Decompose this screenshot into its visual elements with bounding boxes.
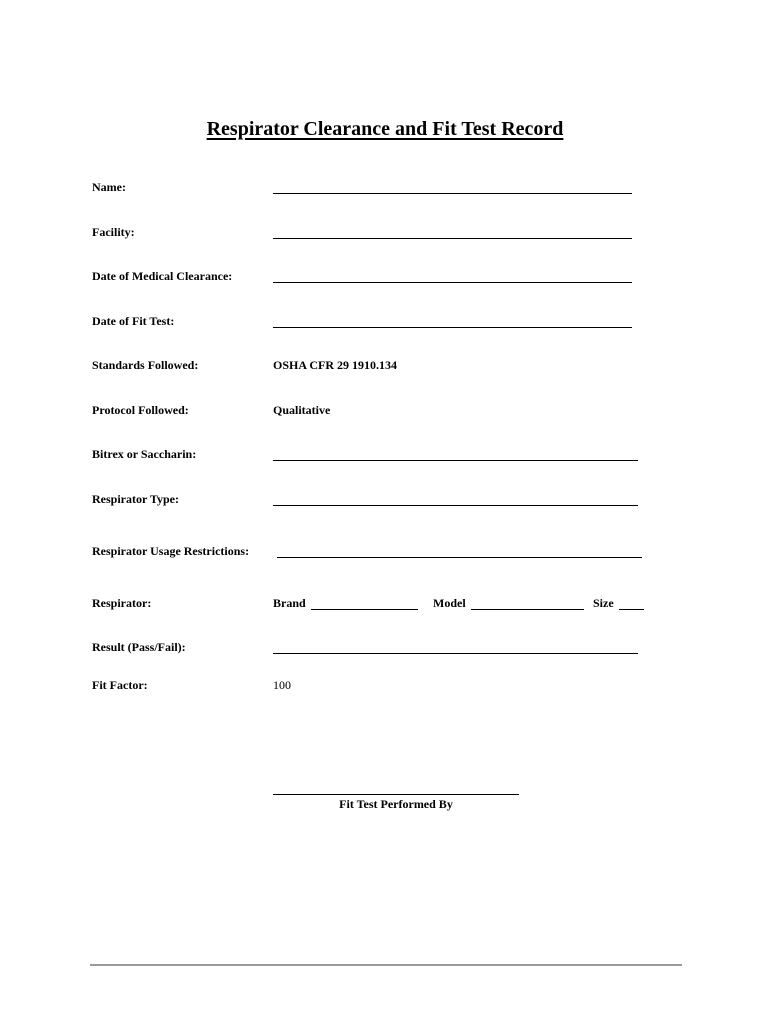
signature-caption: Fit Test Performed By xyxy=(339,797,453,811)
usage-restrictions-label: Respirator Usage Restrictions: xyxy=(92,544,250,558)
bitrex-label: Bitrex or Saccharin: xyxy=(92,447,197,461)
respirator-type-line[interactable] xyxy=(273,505,638,506)
footer-divider xyxy=(90,964,682,966)
fit-factor-label: Fit Factor: xyxy=(92,678,148,692)
standards-value: OSHA CFR 29 1910.134 xyxy=(273,358,398,372)
signature-line[interactable] xyxy=(273,794,519,795)
respirator-label: Respirator: xyxy=(92,596,152,610)
model-label: Model xyxy=(433,596,466,610)
protocol-value: Qualitative xyxy=(273,403,331,417)
fit-test-date-line[interactable] xyxy=(273,327,632,328)
fit-factor-value: 100 xyxy=(273,678,291,692)
document-title: Respirator Clearance and Fit Test Record xyxy=(206,118,564,140)
result-line[interactable] xyxy=(273,653,638,654)
brand-line[interactable] xyxy=(311,609,418,610)
brand-label: Brand xyxy=(273,596,306,610)
model-line[interactable] xyxy=(471,609,584,610)
name-label: Name: xyxy=(92,180,126,194)
usage-restrictions-line[interactable] xyxy=(277,557,642,558)
result-label: Result (Pass/Fail): xyxy=(92,640,186,654)
protocol-label: Protocol Followed: xyxy=(92,403,189,417)
fit-test-date-label: Date of Fit Test: xyxy=(92,314,175,328)
facility-line[interactable] xyxy=(273,238,632,239)
medical-clearance-date-line[interactable] xyxy=(273,282,632,283)
bitrex-line[interactable] xyxy=(273,460,638,461)
name-line[interactable] xyxy=(273,193,632,194)
medical-clearance-date-label: Date of Medical Clearance: xyxy=(92,269,233,283)
size-line[interactable] xyxy=(619,609,644,610)
respirator-type-label: Respirator Type: xyxy=(92,492,179,506)
size-label: Size xyxy=(593,596,614,610)
facility-label: Facility: xyxy=(92,225,135,239)
standards-label: Standards Followed: xyxy=(92,358,199,372)
